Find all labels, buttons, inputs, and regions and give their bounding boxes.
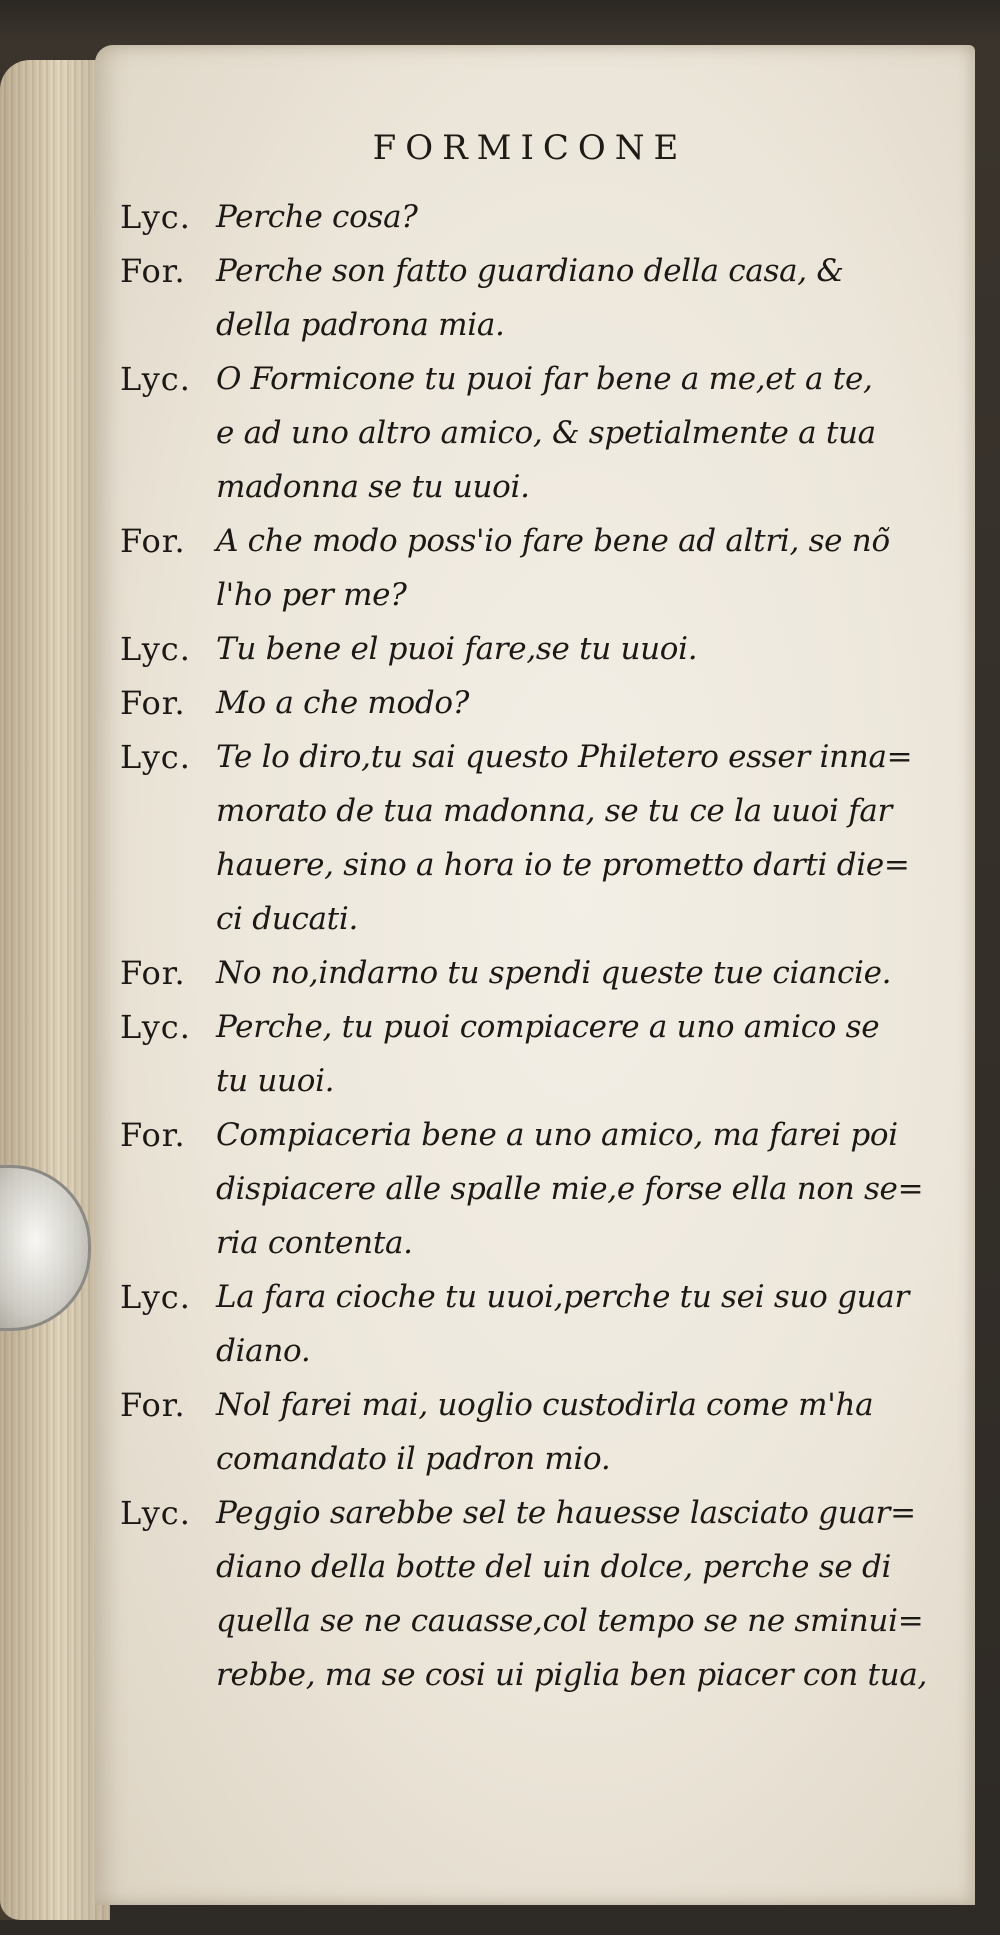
speech-lines: [216, 730, 950, 946]
speech-lines: [216, 946, 950, 1000]
speaker-label: Lyc.: [120, 1494, 191, 1532]
speech-block: [120, 1000, 950, 1108]
speech-lines: [216, 1270, 950, 1378]
speaker-label: For.: [120, 522, 186, 560]
speech-lines: [216, 1378, 950, 1486]
text-line: tu uuoi.: [216, 1063, 335, 1099]
text-line: madonna se tu uuoi.: [216, 469, 530, 505]
text-line: ci ducati.: [216, 901, 359, 937]
text-line: diano.: [216, 1333, 311, 1369]
speech-block: [120, 1486, 950, 1702]
speaker-label: For.: [120, 1386, 186, 1424]
speech-block: [120, 1270, 950, 1378]
page-edges-shadow: [0, 60, 110, 1920]
text-line: rebbe, ma se cosi ui piglia ben piacer con tua,: [216, 1657, 928, 1693]
speaker-label: For.: [120, 1116, 186, 1154]
speech-lines: [216, 514, 950, 622]
speaker-label: For.: [120, 954, 186, 992]
speech-block: [120, 514, 950, 622]
speech-block: [120, 190, 950, 244]
text-line: Tu bene el puoi fare,se tu uuoi.: [216, 631, 698, 667]
speaker-label: Lyc.: [120, 1008, 191, 1046]
speech-block: [120, 622, 950, 676]
speech-lines: [216, 1108, 950, 1270]
speech-block: [120, 676, 950, 730]
speech-lines: [216, 244, 950, 352]
text-line: Compiaceria bene a uno amico, ma farei poi: [216, 1117, 898, 1153]
text-line: ria contenta.: [216, 1225, 413, 1261]
speech-block: [120, 352, 950, 514]
running-header: FORMICONE: [372, 128, 688, 168]
text-line: comandato il padron mio.: [216, 1441, 611, 1477]
speech-block: [120, 730, 950, 946]
dialogue-text: [120, 190, 950, 1702]
text-line: Te lo diro,tu sai questo Philetero esser inna=: [216, 739, 913, 775]
speech-block: [120, 1108, 950, 1270]
text-line: Perche, tu puoi compiacere a uno amico se: [216, 1009, 880, 1045]
text-line: O Formicone tu puoi far bene a me,et a te,: [216, 361, 873, 397]
speech-block: [120, 946, 950, 1000]
speech-block: [120, 1378, 950, 1486]
speaker-label: Lyc.: [120, 1278, 191, 1316]
text-line: No no,indarno tu spendi queste tue ciancie.: [216, 955, 892, 991]
text-line: e ad uno altro amico, & spetialmente a tua: [216, 415, 876, 451]
text-line: della padrona mia.: [216, 307, 505, 343]
text-line: morato de tua madonna, se tu ce la uuoi far: [216, 793, 893, 829]
text-line: l'ho per me?: [216, 577, 407, 613]
text-line: Nol farei mai, uoglio custodirla come m'ha: [216, 1387, 874, 1423]
text-line: La fara cioche tu uuoi,perche tu sei suo guar: [216, 1279, 909, 1315]
speaker-label: For.: [120, 252, 186, 290]
text-line: A che modo poss'io fare bene ad altri, se nõ: [216, 523, 890, 559]
speaker-label: Lyc.: [120, 360, 191, 398]
speaker-label: Lyc.: [120, 198, 191, 236]
text-line: Mo a che modo?: [216, 685, 470, 721]
text-line: Perche son fatto guardiano della casa, &: [216, 253, 844, 289]
speech-lines: [216, 622, 950, 676]
text-line: diano della botte del uin dolce, perche se di: [216, 1549, 892, 1585]
text-line: dispiacere alle spalle mie,e forse ella non se=: [216, 1171, 924, 1207]
speech-lines: [216, 676, 950, 730]
speaker-label: For.: [120, 684, 186, 722]
text-line: hauere, sino a hora io te prometto darti die=: [216, 847, 910, 883]
speech-lines: [216, 1000, 950, 1108]
text-line: Perche cosa?: [216, 199, 418, 235]
speech-lines: [216, 190, 950, 244]
speech-lines: [216, 1486, 950, 1702]
text-line: Peggio sarebbe sel te hauesse lasciato guar=: [216, 1495, 916, 1531]
speech-block: [120, 244, 950, 352]
text-line: quella se ne cauasse,col tempo se ne sminui=: [216, 1603, 924, 1639]
speaker-label: Lyc.: [120, 738, 191, 776]
speaker-label: Lyc.: [120, 630, 191, 668]
speech-lines: [216, 352, 950, 514]
